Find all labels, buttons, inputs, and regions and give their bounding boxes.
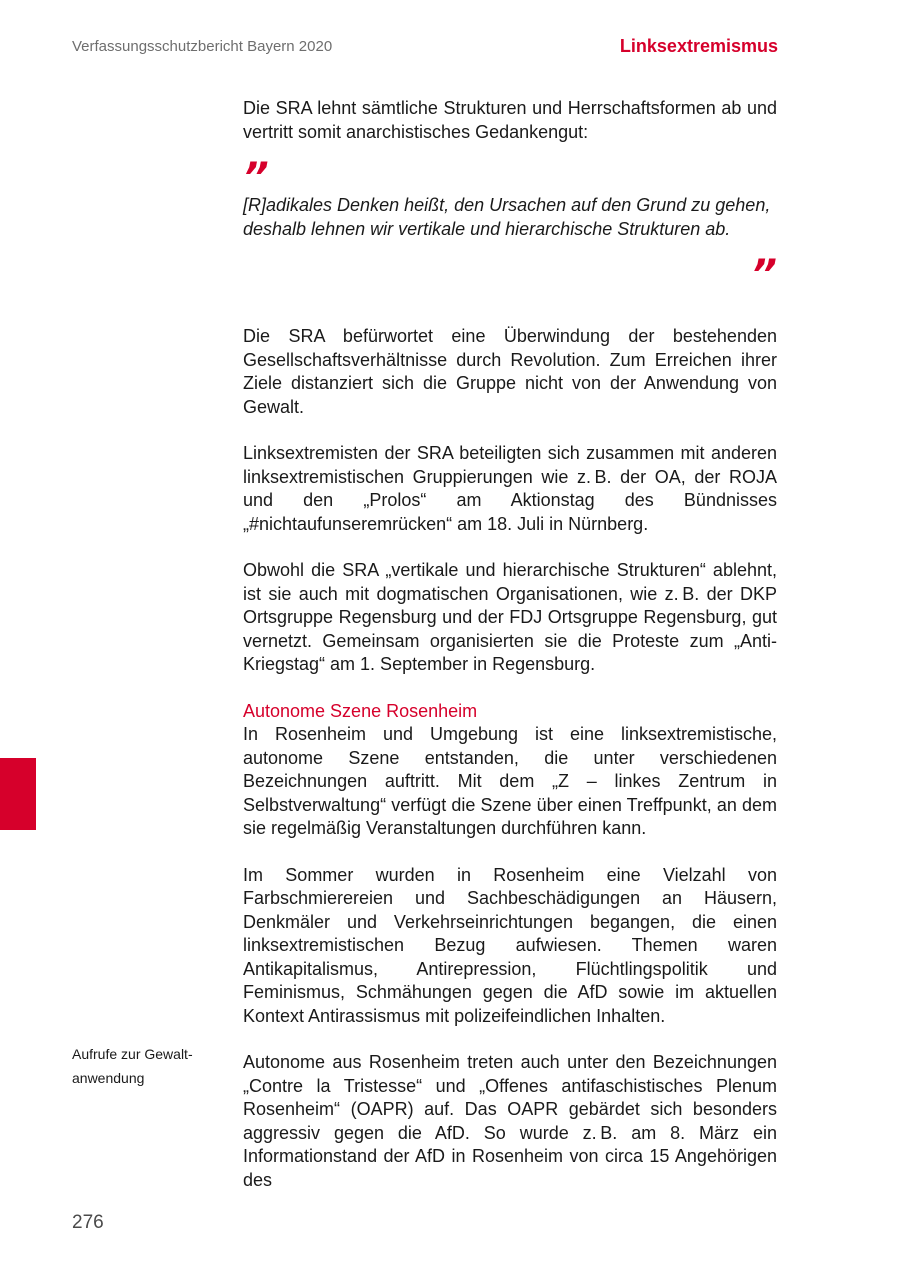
running-header-title: Verfassungsschutzbericht Bayern 2020	[72, 38, 333, 55]
chapter-tab-marker	[0, 758, 36, 830]
main-text-column	[243, 97, 777, 1192]
quote-close-mark: ”	[751, 252, 777, 298]
paragraph: Im Sommer wurden in Rosenheim eine Vielzahl von Farbschmierereien und Sachbeschädigungen an Häusern, Denkmäler und Verkehrseinrichtungen begangen, die einen linksextremistischen Bezug aufwiesen. Themen waren Antikapitalismus, Antirepression, Flüchtlingspolitik und Feminismus, Schmähungen gegen die AfD sowie im aktuellen Kontext Antirassismus mit polizeifeindlichen Inhalten.	[243, 864, 777, 1026]
section-heading: Autonome Szene Rosenheim	[243, 700, 478, 721]
paragraph: Obwohl die SRA „vertikale und hierarchische Strukturen“ ablehnt, ist sie auch mit dogmatischen Organisationen, wie z. B. der DKP Ortsgruppe Regensburg und der FDJ Ortsgruppe Regensburg, gut vernetzt. Gemeinsam organisierten sie die Proteste zum „Anti-Kriegstag“ am 1. September in Regensburg.	[243, 560, 777, 674]
paragraph: Die SRA befürwortet eine Überwindung der bestehenden Gesellschaftsverhältnisse durch Revolution. Zum Erreichen ihrer Ziele distanziert sich die Gruppe nicht von der Anwendung von Gewalt.	[243, 326, 777, 417]
paragraph: Linksextremisten der SRA beteiligten sich zusammen mit anderen linksextremistischen Gruppierungen wie z. B. der OA, der ROJA und den „Prolos“ am Aktionstag des Bündnisses „#nichtaufunseremrücken“ am 18. Juli in Nürnberg.	[243, 443, 777, 534]
quote-text: [R]adikales Denken heißt, den Ursachen auf den Grund zu gehen, deshalb lehnen wir vertikale und hierarchische Strukturen ab.	[243, 195, 771, 239]
intro-paragraph: Die SRA lehnt sämtliche Strukturen und Herrschaftsformen ab und vertritt somit anarchistisches Gedankengut:	[243, 98, 777, 142]
paragraph: Autonome aus Rosenheim treten auch unter den Bezeichnungen „Contre la Tristesse“ und „Offenes antifaschistisches Plenum Rosenheim“ (OAPR) auf. Das OAPR gebärdet sich besonders aggressiv gegen die AfD. So wurde z. B. am 8. März ein Informationstand der AfD in Rosenheim von circa 15 Angehörigen des	[243, 1052, 777, 1190]
paragraph: In Rosenheim und Umgebung ist eine linksextremistische, autonome Szene entstanden, die unter verschiedenen Bezeichnungen auftritt. Mit dem „Z – linkes Zentrum in Selbstverwaltung“ verfügt die Szene über einen Treffpunkt, an dem sie regelmäßig Veranstaltungen durchführen kann.	[243, 724, 777, 838]
page-number: 276	[72, 1212, 104, 1233]
chapter-title: Linksextremismus	[619, 36, 778, 56]
quote-open-mark: ”	[243, 155, 269, 201]
margin-note: Aufrufe zur Gewaltanwendung	[72, 1046, 193, 1086]
